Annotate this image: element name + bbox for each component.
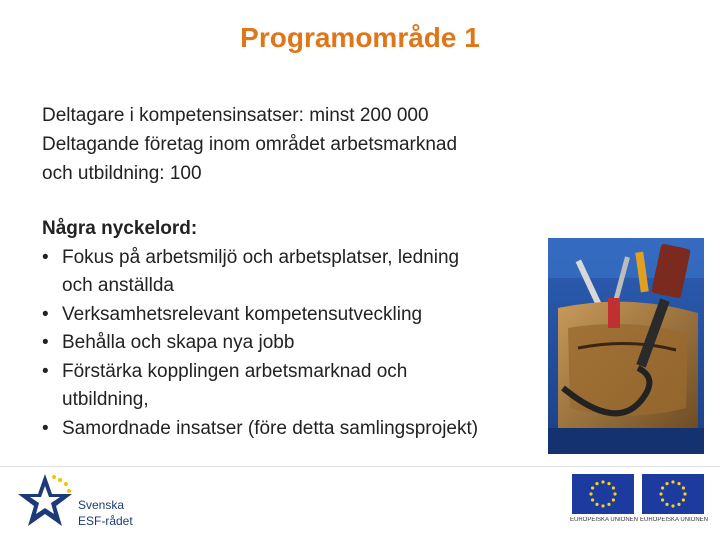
keywords-section (42, 215, 582, 443)
bullet: • (42, 246, 49, 268)
intro-line: och utbildning: 100 (42, 163, 202, 184)
list-item-text: och anställda (62, 275, 174, 296)
footer-divider (0, 466, 720, 467)
list-item (42, 329, 582, 358)
eu-flag-icon (572, 474, 634, 514)
eu-caption: EUROPEISKA UNIONEN (570, 517, 639, 523)
keywords-heading: Några nyckelord: (42, 218, 198, 239)
bullet: • (42, 417, 49, 439)
list-item (42, 244, 582, 301)
eu-caption: EUROPEISKA UNIONEN (640, 517, 709, 523)
intro-line: Deltagande företag inom området arbetsmarknad (42, 134, 458, 155)
intro-text (42, 101, 602, 188)
esf-line: ESF-rådet (78, 514, 133, 528)
list-item (42, 415, 582, 444)
list-item-text: Samordnade insatser (före detta samlingsprojekt) (62, 417, 479, 439)
page-title: Programområde 1 (240, 22, 480, 53)
list-item-text: utbildning, (62, 389, 149, 410)
list-item-text: Behålla och skapa nya jobb (62, 332, 295, 353)
bullet: • (42, 360, 49, 382)
esf-wordmark (78, 497, 133, 529)
tool-belt-photo (548, 238, 704, 454)
list-item (42, 358, 582, 415)
esf-star-logo (14, 470, 76, 532)
list-item-text: Verksamhetsrelevant kompetensutveckling (62, 303, 423, 325)
list-item-text: Förstärka kopplingen arbetsmarknad och (62, 360, 408, 382)
list-item-text: Fokus på arbetsmiljö och arbetsplatser, ledning (62, 246, 460, 268)
bullet: • (42, 303, 49, 325)
intro-line: Deltagare i kompetensinsatser: minst 200 000 (42, 105, 429, 126)
list-item (42, 301, 582, 330)
keywords-list (42, 244, 582, 444)
bullet: • (42, 332, 49, 353)
eu-flag-icon (642, 474, 704, 514)
esf-line: Svenska (78, 498, 125, 512)
